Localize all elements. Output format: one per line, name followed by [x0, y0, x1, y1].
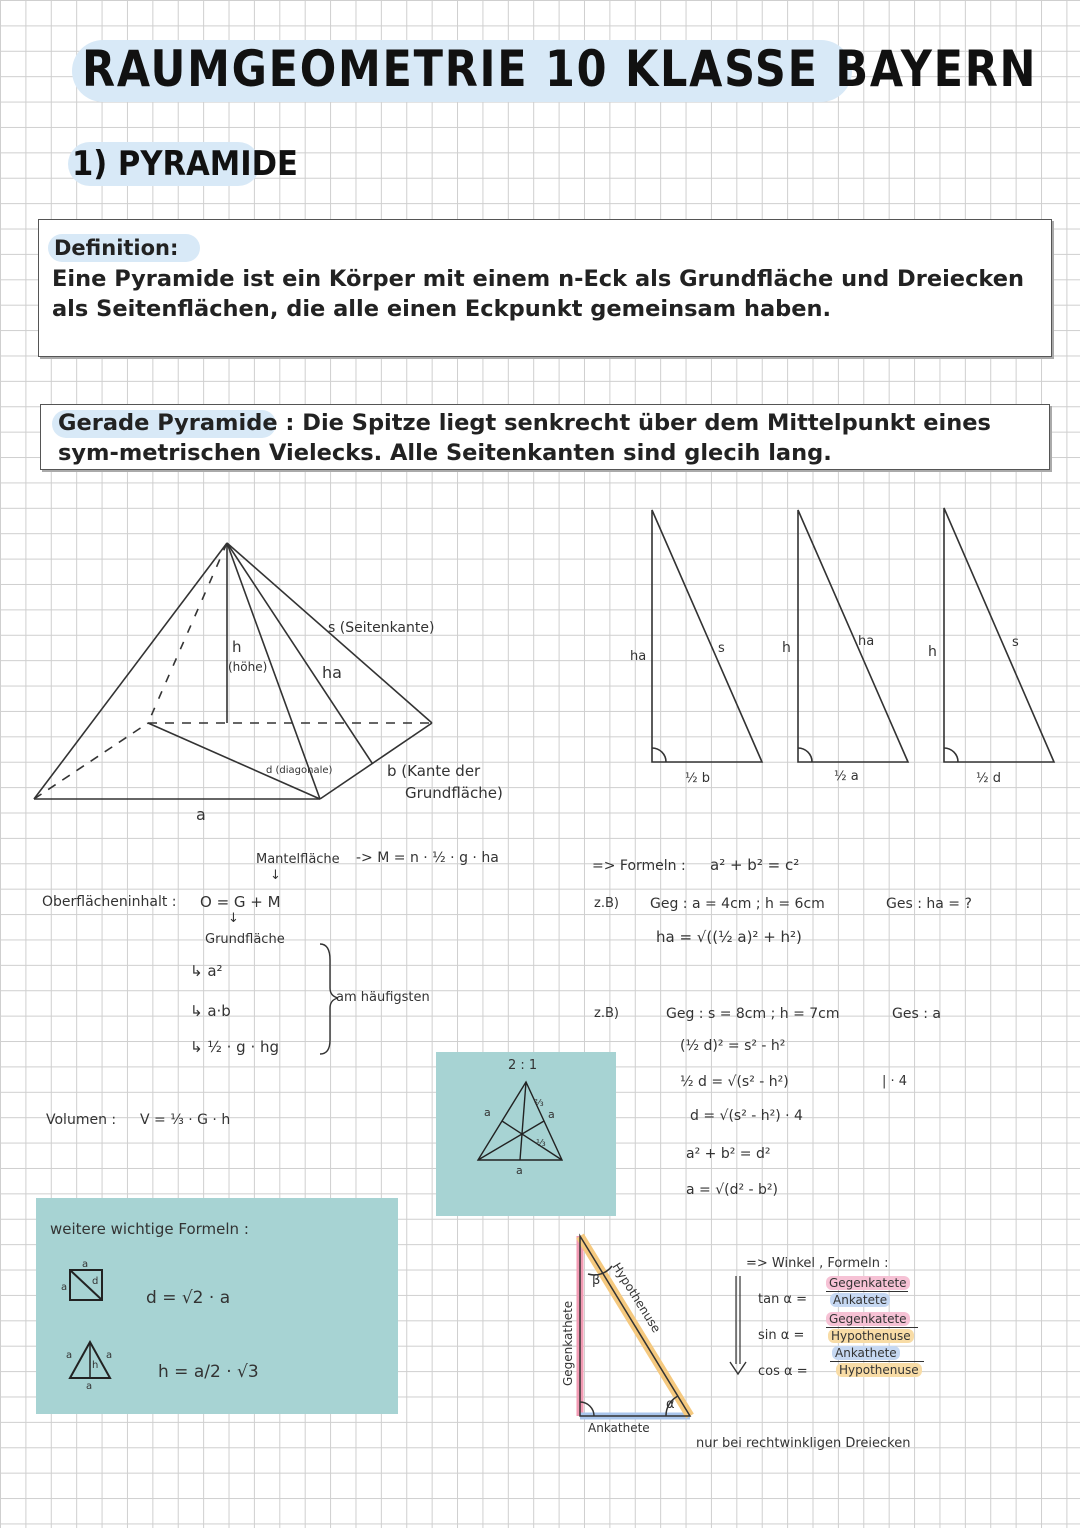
ratio-one-third: ⅓ [536, 1138, 546, 1149]
tri1-hyp: s [718, 641, 725, 656]
pyramid-diagram [0, 520, 540, 840]
cos-num: Ankathete [832, 1346, 900, 1360]
grund-option-3-text: ½ · g · hg [207, 1038, 280, 1056]
h-label: h [232, 638, 242, 656]
formeln-header: => Formeln : [592, 858, 686, 874]
tri2-base: ½ a [834, 769, 859, 784]
arrow-down-long-icon [726, 1270, 756, 1380]
ex2-line2: ½ d = √(s² - h²) [680, 1074, 789, 1090]
volumen-formula: V = ⅓ · G · h [140, 1112, 231, 1128]
square-a-top: a [82, 1259, 89, 1270]
trig-header: => Winkel , Formeln : [746, 1256, 889, 1271]
triangle-h: h [92, 1360, 99, 1371]
s-label: s (Seitenkante) [328, 620, 435, 636]
ex2-zb: z.B) [594, 1006, 619, 1021]
triangle-icon [62, 1334, 122, 1390]
grund-option-2: ↳ a·b [190, 1002, 231, 1020]
tri1-base: ½ b [685, 771, 710, 786]
grund-option-3: ↳ ½ · g · hg [190, 1038, 280, 1056]
trig-triangle [550, 1226, 720, 1456]
arrow-down-icon-2: ↓ [228, 911, 239, 926]
ex1-result: ha = √((½ a)² + h²) [656, 928, 802, 946]
triangle-a-bottom: a [86, 1381, 93, 1390]
ankathete-label: Ankathete [588, 1421, 650, 1435]
definition-text: Eine Pyramide ist ein Körper mit einem n-Eck als Grundfläche und Dreiecken als Seitenflächen, die alle einen Eckpunkt gemeinsam haben. [52, 266, 1025, 322]
tri3-base: ½ d [976, 771, 1001, 786]
triangles-diagram [620, 500, 1070, 800]
tri2-left: h [782, 640, 791, 656]
hypothenuse-label: Hypothenuse [609, 1260, 664, 1336]
tan-num: Gegenkatete [826, 1276, 910, 1290]
ex1-geg: Geg : a = 4cm ; h = 6cm [650, 896, 825, 912]
gerade-body: Die Spitze liegt senkrecht über dem Mittelpunkt eines sym-metrischen Vielecks. Alle Seitenkanten sind glecih lang. [58, 410, 991, 466]
tri1-left: ha [630, 649, 647, 664]
cos-den: Hypothenuse [836, 1363, 922, 1377]
tri2-hyp: ha [858, 634, 875, 649]
ex2-line4: a² + b² = d² [686, 1146, 771, 1162]
section-title: 1) PYRAMIDE [72, 144, 298, 184]
square-formula: d = √2 · a [146, 1288, 231, 1308]
oberflaeche-label: Oberflächeninhalt : [42, 894, 177, 910]
right-angle-1 [652, 748, 666, 762]
ratio-label: 2 : 1 [508, 1058, 538, 1073]
a-label: a [196, 805, 206, 824]
b-label-2: Grundfläche) [405, 784, 503, 802]
ha-label: ha [322, 663, 342, 682]
triangle-a-left: a [66, 1350, 73, 1361]
ex2-line3: d = √(s² - h²) · 4 [690, 1108, 803, 1124]
grundflaeche-label: Grundfläche [205, 932, 285, 947]
ratio-a-left: a [484, 1106, 491, 1119]
tan-den: Ankatete [830, 1293, 890, 1307]
gerade-label: Gerade Pyramide : [58, 410, 295, 436]
right-angle-3 [944, 748, 958, 762]
base-left [34, 723, 148, 799]
gerade-text [58, 408, 1043, 468]
triangle-a-right: a [106, 1350, 113, 1361]
tan-label: tan α = [758, 1292, 808, 1307]
ex2-note2: | · 4 [882, 1074, 908, 1089]
oberflaeche-formula: O = G + M [200, 893, 281, 911]
page-title: RAUMGEOMETRIE 10 KLASSE BAYERN [82, 40, 1038, 98]
definition-label: Definition: [54, 236, 179, 260]
ex1-zb: z.B) [594, 896, 619, 911]
tri3-left: h [928, 644, 937, 660]
tan-fraction-line [826, 1291, 908, 1292]
ratio-triangle [470, 1076, 580, 1176]
d-label: d (diagonale) [266, 765, 333, 776]
ratio-two-thirds: ⅔ [534, 1098, 544, 1109]
haeufigsten-note: am häufigsten [336, 990, 430, 1005]
right-angle-2 [798, 748, 812, 762]
grund-option-1-text: a² [207, 962, 223, 980]
ex1-ges: Ges : ha = ? [886, 896, 972, 912]
ratio-a-right: a [548, 1108, 555, 1121]
cos-fraction-line [830, 1361, 924, 1362]
ex2-geg: Geg : s = 8cm ; h = 7cm [666, 1006, 840, 1022]
grund-option-1: ↳ a² [190, 962, 223, 980]
b-label: b (Kante der [387, 762, 481, 780]
ratio-a-bottom: a [516, 1164, 523, 1176]
ex2-line5: a = √(d² - b²) [686, 1182, 779, 1198]
diagonal-half [148, 723, 320, 799]
pythagoras-formula: a² + b² = c² [710, 856, 800, 874]
sin-label: sin α = [758, 1328, 805, 1343]
square-d: d [92, 1276, 99, 1287]
triangle-2 [798, 510, 908, 762]
edge-front-left [34, 543, 227, 799]
sin-fraction-line [826, 1327, 918, 1328]
trig-note: nur bei rechtwinkligen Dreiecken [696, 1436, 911, 1451]
ha-line [227, 543, 372, 763]
weitere-label: weitere wichtige Formeln : [50, 1220, 249, 1238]
triangle-formula: h = a/2 · √3 [158, 1362, 259, 1382]
mantel-label: Mantelfläche [256, 852, 340, 867]
gegenkathete-label: Gegenkathete [561, 1300, 575, 1386]
sin-den: Hypothenuse [828, 1329, 914, 1343]
sin-num: Gegenkatete [826, 1312, 910, 1326]
triangle-3 [944, 508, 1054, 762]
mantel-formula: -> M = n · ½ · g · ha [356, 850, 499, 866]
hoehe-label: (höhe) [228, 660, 268, 674]
ex2-ges: Ges : a [892, 1006, 941, 1022]
square-a-left: a [61, 1282, 68, 1293]
tri3-hyp: s [1012, 635, 1019, 650]
beta-label: β [592, 1273, 601, 1288]
triangle-1 [652, 510, 762, 762]
grund-option-2-text: a·b [207, 1002, 231, 1020]
square-icon [60, 1258, 120, 1308]
cos-label: cos α = [758, 1364, 808, 1379]
ex2-line1: (½ d)² = s² - h² [680, 1038, 786, 1054]
alpha-label: α [666, 1397, 675, 1412]
arrow-down-icon: ↓ [270, 868, 281, 883]
volumen-label: Volumen : [46, 1112, 117, 1128]
